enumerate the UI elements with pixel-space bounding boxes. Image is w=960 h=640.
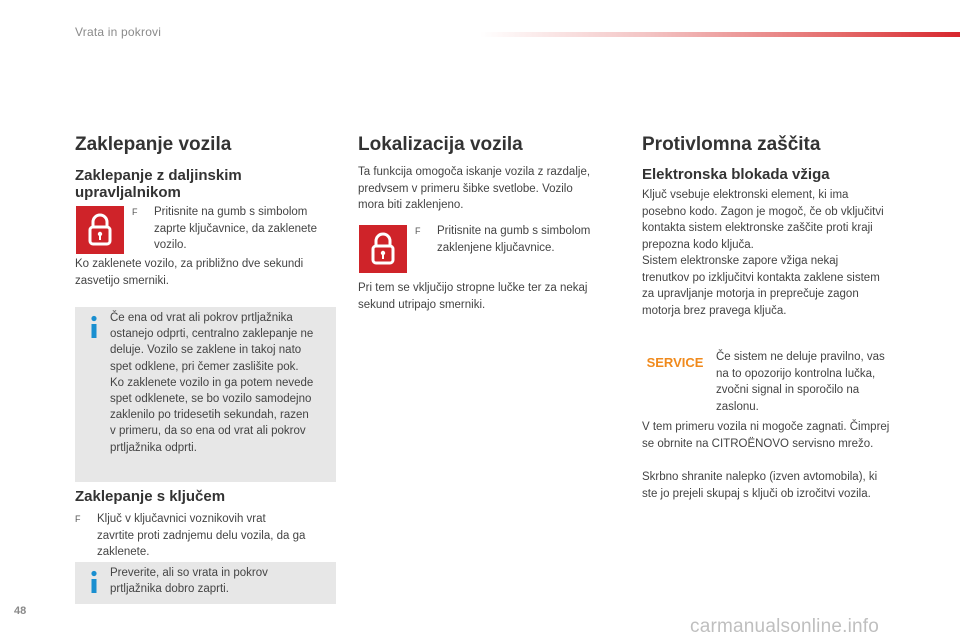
bullet-line: vozilo. bbox=[154, 239, 187, 251]
info-line: zaklenilo po tridesetih sekundah, razen bbox=[110, 409, 309, 422]
immobiliser-body bbox=[642, 187, 932, 319]
text-line: mora biti zaklenjeno. bbox=[358, 199, 464, 211]
text-line: Sistem elektronske zapore vžiga nekaj bbox=[642, 255, 839, 267]
keep-label-paragraph bbox=[642, 469, 932, 502]
text-line: posebno kodo. Zagon je mogoč, če ob vključitvi bbox=[642, 205, 884, 218]
text-line: Pri tem se vključijo stropne lučke ter za nekaj bbox=[358, 282, 588, 294]
text-line: kontakta sistem elektronske zaščite proti kraji bbox=[642, 222, 873, 234]
text-line: ste jo prejeli skupaj s ključi ob izročitvi vozila. bbox=[642, 487, 871, 500]
arrow-right-bullet: F bbox=[75, 514, 81, 524]
info-line: Ko zaklenete vozilo in ga potem nevede bbox=[110, 376, 314, 389]
text-line: zvočni signal in sporočilo na bbox=[716, 384, 860, 396]
arrow-right-bullet: F bbox=[415, 226, 421, 236]
info-line: Če ena od vrat ali pokrov prtljažnika bbox=[110, 312, 293, 324]
bullet-line: Pritisnite na gumb s simbolom bbox=[154, 206, 308, 218]
info-icon bbox=[89, 315, 99, 339]
antitheft-title: Protivlomna zaščita bbox=[642, 134, 821, 155]
locate-title: Lokalizacija vozila bbox=[358, 134, 523, 155]
locate-intro bbox=[358, 164, 628, 214]
key-locking-heading: Zaklepanje s ključem bbox=[75, 488, 226, 505]
info-line: prtljažnika odprti. bbox=[110, 441, 197, 454]
bullet-line: zaprte ključavnice, da zaklenete bbox=[154, 222, 318, 235]
bullet-line: zaklenjene ključavnice. bbox=[437, 241, 555, 254]
info-box-key bbox=[75, 562, 336, 604]
info-line: spet odklenete, se bo vozilo samodejno bbox=[110, 393, 312, 406]
text-line: Ko zaklenete vozilo, za približno dve sekundi bbox=[75, 258, 304, 270]
text-line: V tem primeru vozila ni mogoče zagnati. Čimprej bbox=[642, 421, 890, 433]
remote-heading-line: Zaklepanje z daljinskim bbox=[75, 167, 242, 184]
remote-heading-line: upravljalnikom bbox=[75, 184, 181, 201]
info-line: Preverite, ali so vrata in pokrov bbox=[110, 567, 268, 579]
text-line: Ta funkcija omogoča iskanje vozila z razdalje, bbox=[358, 166, 591, 178]
watermark: carmanualsonline.info bbox=[690, 616, 880, 637]
info-line: ostanejo odprti, centralno zaklepanje ne bbox=[110, 328, 314, 341]
immobiliser-heading: Elektronska blokada vžiga bbox=[642, 166, 830, 183]
text-line: sekund utripajo smerniki. bbox=[358, 298, 486, 311]
info-line: prtljažnika dobro zaprti. bbox=[110, 583, 229, 596]
arrow-right-bullet: F bbox=[132, 207, 138, 217]
bullet-line: zavrtite proti zadnjemu delu vozila, da ga bbox=[97, 529, 306, 542]
text-line: Če sistem ne deluje pravilno, vas bbox=[716, 351, 885, 363]
notice-paragraph bbox=[642, 419, 932, 452]
header-accent-bar bbox=[480, 32, 960, 37]
text-line: predvsem v primeru šibke svetlobe. Vozilo bbox=[358, 182, 573, 195]
remote-lock-paragraph bbox=[75, 256, 345, 289]
section-title: Vrata in pokrovi bbox=[75, 25, 162, 39]
text-line: motorja brez pravega ključa. bbox=[642, 304, 787, 317]
info-line: deluje. Vozilo se zaklene in takoj nato bbox=[110, 344, 302, 357]
remote-locking-heading bbox=[75, 167, 242, 201]
bullet-line: Pritisnite na gumb s simbolom bbox=[437, 225, 591, 237]
locking-title: Zaklepanje vozila bbox=[75, 134, 232, 155]
text-line: Ključ vsebuje elektronski element, ki ima bbox=[642, 189, 849, 201]
info-line: v primeru, da so ena od vrat ali pokrov bbox=[110, 425, 306, 438]
service-paragraph bbox=[716, 349, 926, 415]
text-line: prepozna kodo ključa. bbox=[642, 238, 754, 251]
text-line: zasvetijo smerniki. bbox=[75, 274, 169, 287]
text-line: na to opozorijo kontrolna lučka, bbox=[716, 367, 876, 380]
info-icon bbox=[89, 570, 99, 594]
page-number: 48 bbox=[14, 605, 27, 617]
text-line: zaslonu. bbox=[716, 400, 759, 413]
bullet-line: zaklenete. bbox=[97, 546, 150, 558]
service-label: SERVICE bbox=[646, 355, 704, 370]
info-box-remote bbox=[75, 307, 336, 482]
bullet-line: Ključ v ključavnici voznikovih vrat bbox=[97, 513, 266, 525]
text-line: se obrnite na CITROËNOVO servisno mrežo. bbox=[642, 437, 874, 450]
text-line: trenutkov po izključitvi kontakta zaklene sistem bbox=[642, 271, 880, 284]
text-line: Skrbno shranite nalepko (izven avtomobila), ki bbox=[642, 471, 878, 483]
service-warning-icon bbox=[646, 352, 704, 372]
lock-icon bbox=[359, 225, 407, 273]
locate-paragraph bbox=[358, 280, 628, 313]
info-line: spet odklene, pri čemer zaslišite pok. bbox=[110, 360, 299, 373]
text-line: za upravljanje motorja in preprečuje zagon bbox=[642, 288, 859, 300]
lock-icon bbox=[76, 206, 124, 254]
